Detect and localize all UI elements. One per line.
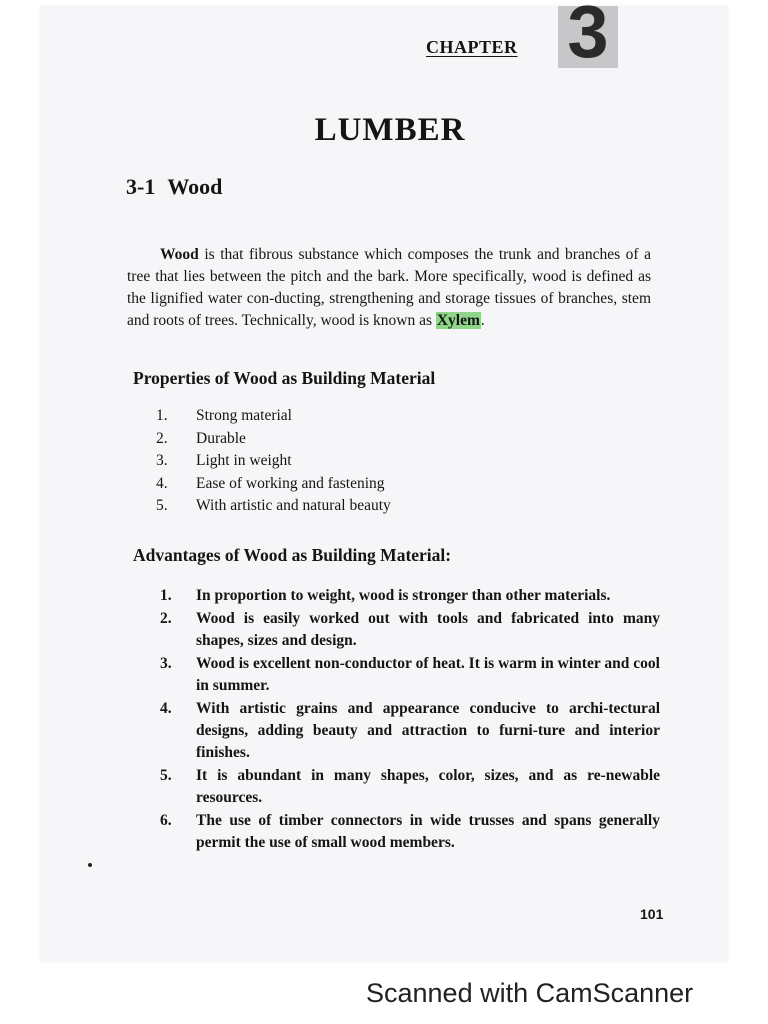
list-item [156,450,576,473]
advantages-heading: Advantages of Wood as Building Material: [133,545,452,565]
list-item [160,585,660,607]
list-item-text: Light in weight [196,452,292,469]
list-item-number: 1. [156,407,168,424]
list-item-number: 1. [160,587,172,604]
list-item-text: The use of timber connectors in wide trusses and spans generally permit the use of small wood members. [196,812,660,851]
chapter-label: CHAPTER [426,37,518,57]
chapter-number: 3 [567,0,609,73]
list-item [156,473,576,496]
list-item-number: 4. [156,474,168,492]
chapter-number-box [558,0,618,73]
list-item-number: 3. [156,452,168,469]
list-item-text: Durable [196,429,246,447]
intro-lead-term: Wood [160,245,199,263]
intro-body: is that fibrous substance which composes the trunk and branches of a tree that lies between the pitch and the bark. More specifically, wood is defined as the lignified water con-ducting, strengthening and storage tissues of branches, stem and roots of trees. Technically, wood is known as [127,245,651,329]
list-item-number: 5. [160,767,172,784]
properties-list [156,405,576,518]
list-item-text: With artistic grains and appearance conducive to archi-tectural designs, adding beauty and attraction to furni-ture and interior finishes. [196,700,660,761]
highlighted-term: Xylem [436,311,480,329]
intro-paragraph [127,244,651,332]
properties-heading: Properties of Wood as Building Material [133,368,436,388]
margin-dot [88,863,92,867]
list-item-number: 3. [160,655,172,672]
scanner-watermark: Scanned with CamScanner [366,978,694,1008]
list-item-text: Wood is excellent non-conductor of heat. It is warm in winter and cool in summer. [196,655,660,694]
list-item [160,810,660,854]
list-item [160,765,660,809]
document-page [40,0,728,961]
section-title: Wood [167,174,223,199]
list-item-number: 6. [160,812,172,829]
list-item [160,653,660,697]
list-item [156,428,576,451]
list-item-text: It is abundant in many shapes, color, sizes, and as re-newable resources. [196,767,660,806]
section-number: 3-1 [126,174,156,199]
list-item-text: With artistic and natural beauty [196,497,391,514]
list-item-number: 4. [160,700,172,717]
list-item [160,698,660,764]
list-item-number: 2. [156,429,168,447]
list-item [156,495,576,518]
page-number: 101 [640,906,664,922]
page-title: LUMBER [314,112,466,148]
list-item-number: 2. [160,610,172,627]
list-item-text: Wood is easily worked out with tools and fabricated into many shapes, sizes and design. [196,610,660,649]
section-heading [126,174,222,200]
intro-end: . [480,311,485,329]
list-item-text: Strong material [196,407,292,424]
list-item [160,608,660,652]
advantages-list [160,585,660,855]
list-item [156,405,576,428]
list-item-text: Ease of working and fastening [196,474,385,492]
list-item-text: In proportion to weight, wood is stronger than other materials. [196,587,611,604]
list-item-number: 5. [156,497,168,514]
